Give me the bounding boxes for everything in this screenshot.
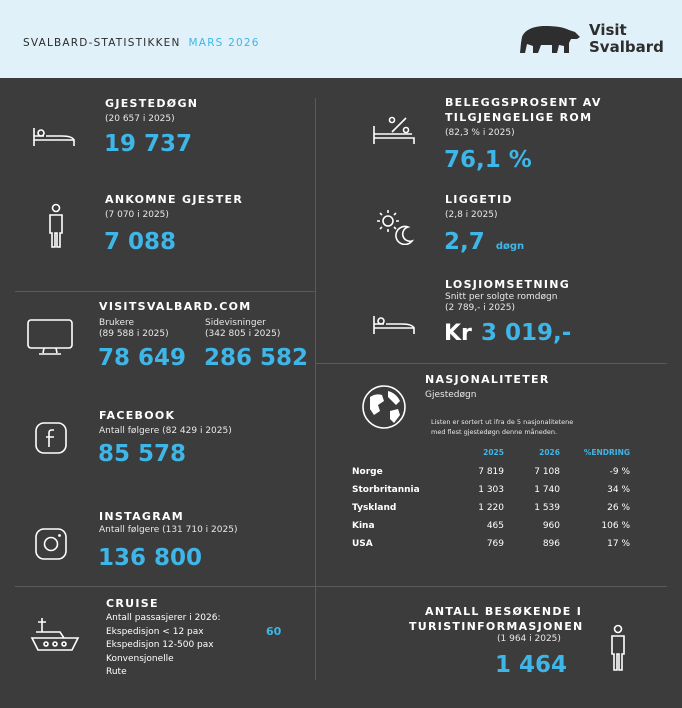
row-country: Tyskland [352,503,397,513]
nasjonaliteter-title: NASJONALITETER [425,373,550,386]
vertical-divider [315,98,316,680]
visit-svalbard-logo [589,22,664,56]
turist-prev: (1 964 i 2025) [497,634,561,644]
losji-value-row [444,320,571,346]
liggetid-title: LIGGETID [445,193,513,206]
row-2026: 1 539 [534,503,560,513]
cruise-line5: Rute [106,667,127,677]
web-views-value: 286 582 [204,345,309,371]
web-views-prev: (342 805 i 2025) [205,329,281,339]
report-month: MARS 2026 [188,37,260,49]
belegg-prev: (82,3 % i 2025) [445,128,515,138]
liggetid-value: 2,7 [444,229,485,255]
losji-sub: Snitt per solgte romdøgn [445,292,558,302]
bed-icon [32,124,76,148]
person-icon [48,203,64,249]
logo-line1: Visit [589,21,627,39]
nasjonaliteter-note [431,417,573,437]
row-2025: 1 220 [478,503,504,513]
report-title [23,37,260,49]
ankomne-prev: (7 070 i 2025) [105,210,169,220]
info-person-icon [609,624,627,672]
row-country: Norge [352,467,383,477]
belegg-title2: TILGJENGELIGE ROM [445,111,593,124]
gjestedogn-value: 19 737 [104,131,193,157]
facebook-title: FACEBOOK [99,409,176,422]
row-2026: 960 [542,521,560,531]
instagram-sub: Antall følgere (131 710 i 2025) [99,525,238,535]
facebook-sub: Antall følgere (82 429 i 2025) [99,426,232,436]
column-endring: %ENDRING [583,448,630,457]
cruise-title: CRUISE [106,597,159,610]
cruise-lines [106,612,221,680]
web-users-value: 78 649 [98,345,187,371]
liggetid-unit: døgn [495,241,525,252]
cruise-value: 60 [266,625,282,638]
web-title: VISITSVALBARD.COM [99,300,252,313]
divider-bottom [15,586,667,587]
table-row [352,535,630,553]
row-change: 26 % [607,503,630,513]
monitor-icon [26,318,74,356]
divider-left-1 [15,291,315,292]
turist-title1: ANTALL BESØKENDE I [425,605,583,618]
row-2025: 769 [486,539,504,549]
row-2025: 465 [486,521,504,531]
table-row [352,499,630,517]
cruise-line3: Ekspedisjon 12-500 pax [106,640,214,650]
liggetid-value-row [444,229,524,255]
losji-value: 3 019,- [481,320,572,346]
web-users-label: Brukere [99,318,135,328]
instagram-value: 136 800 [98,545,203,571]
row-country: Kina [352,521,375,531]
web-views-label: Sidevisninger [205,318,266,328]
cruise-line4: Konvensjonelle [106,653,174,664]
nasjonaliteter-sub: Gjestedøgn [425,390,477,400]
row-2025: 1 303 [478,485,504,495]
ship-icon [30,616,80,652]
nationality-table [352,448,630,553]
row-change: -9 % [609,467,630,477]
row-country: USA [352,539,373,549]
cruise-line2: Ekspedisjon < 12 pax [106,626,204,637]
turist-title2: TURISTINFORMASJONEN [409,620,584,633]
ankomne-value: 7 088 [104,229,177,255]
losji-prefix: Kr [444,321,472,346]
gjestedogn-title: GJESTEDØGN [105,97,199,110]
liggetid-prev: (2,8 i 2025) [445,210,498,220]
table-row [352,517,630,535]
table-header-row [352,448,630,463]
row-2026: 7 108 [534,467,560,477]
losji-title: LOSJIOMSETNING [445,278,571,291]
column-2025: 2025 [483,448,504,457]
belegg-title1: BELEGGSPROSENT AV [445,96,602,109]
polar-bear-icon [519,21,581,55]
instagram-title: INSTAGRAM [99,510,185,523]
ankomne-title: ANKOMNE GJESTER [105,193,244,206]
report-title-text: SVALBARD-STATISTIKKEN [23,37,181,49]
sun-moon-icon [376,209,416,245]
bed-percent-icon [372,116,416,146]
logo-line2: Svalbard [589,38,664,56]
column-2026: 2026 [539,448,560,457]
instagram-icon [34,527,68,561]
table-row [352,463,630,481]
belegg-value: 76,1 % [444,147,532,173]
row-2025: 7 819 [478,467,504,477]
gjestedogn-prev: (20 657 i 2025) [105,114,175,124]
globe-icon [360,383,408,431]
facebook-value: 85 578 [98,441,187,467]
row-2026: 1 740 [534,485,560,495]
nasjonaliteter-note2: med flest gjestedøgn denne måneden. [431,428,558,436]
table-row [352,481,630,499]
divider-right-1 [315,363,667,364]
cruise-line1: Antall passasjerer i 2026: [106,613,221,623]
row-change: 106 % [601,521,630,531]
turist-value: 1 464 [495,652,568,678]
row-2026: 896 [542,539,560,549]
row-country: Storbritannia [352,485,420,495]
facebook-icon [34,421,68,455]
nasjonaliteter-note1: Listen er sortert ut ifra de 5 nasjonalitetene [431,418,574,426]
bed-icon-losji [372,314,416,336]
web-users-prev: (89 588 i 2025) [99,329,169,339]
losji-prev: (2 789,- i 2025) [445,303,516,313]
row-change: 17 % [607,539,630,549]
row-change: 34 % [607,485,630,495]
